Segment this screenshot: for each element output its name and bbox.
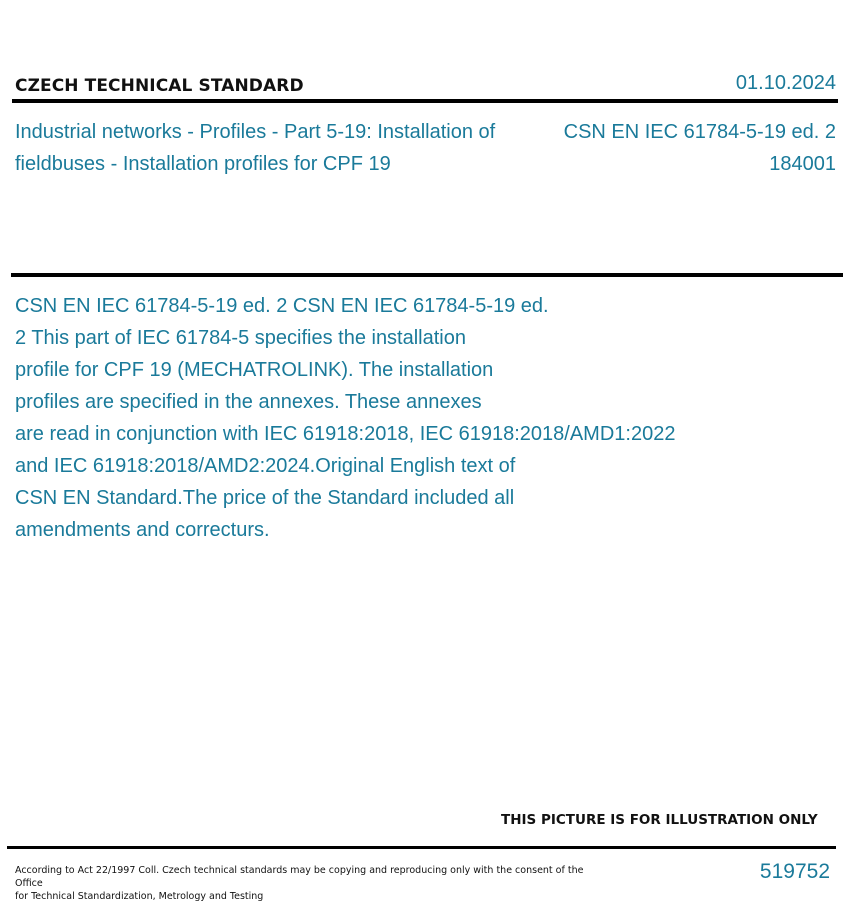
catalog-number: 519752 (759, 860, 830, 883)
standard-code: CSN EN IEC 61784-5-19 ed. 2 (563, 121, 836, 143)
legal-notice-line-2: for Technical Standardization, Metrology and Testing (15, 891, 264, 902)
publication-date: 01.10.2024 (735, 72, 836, 94)
footer-divider (7, 846, 836, 849)
standard-title: Industrial networks - Profiles - Part 5-19: Installation of fieldbuses - Installation profiles for CPF 19 (15, 121, 496, 175)
standard-number: 184001 (769, 153, 836, 175)
illustration-note: THIS PICTURE IS FOR ILLUSTRATION ONLY (501, 812, 818, 828)
section-divider (11, 273, 843, 277)
legal-notice-line-1: According to Act 22/1997 Coll. Czech technical standards may be copying and reproducing only with the consent of the Office (15, 865, 584, 889)
legal-notice (15, 864, 585, 903)
header-divider (12, 99, 838, 103)
document-type-heading: CZECH TECHNICAL STANDARD (15, 76, 304, 96)
standard-code-block (564, 116, 836, 180)
abstract-text: CSN EN IEC 61784-5-19 ed. 2 CSN EN IEC 61784-5-19 ed. 2 This part of IEC 61784-5 specifies the installation profile for CPF 19 (MECHATROLINK). The installation profiles are specified in the annexes. These annexes are read in conjunction with IEC 61918:2018, IEC 61918:2018/AMD1:2022 and IEC 61918:2018/AMD2:2024.Original English text of CSN EN Standard.The price of the Standard included all amendments and correcturs. (15, 295, 676, 541)
